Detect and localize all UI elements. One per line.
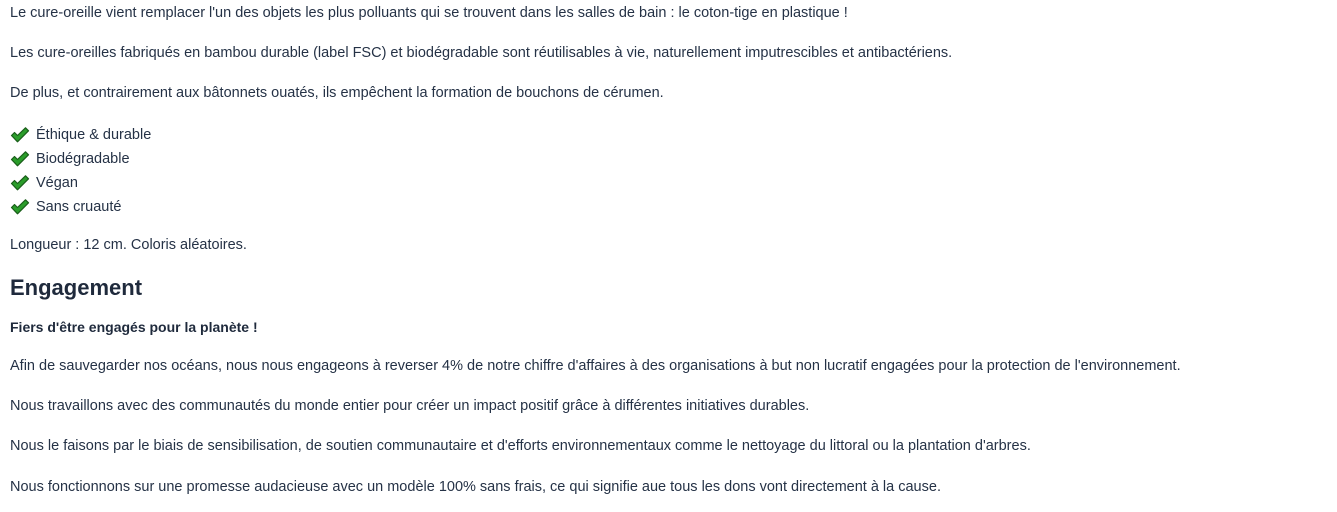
feature-item (10, 123, 151, 147)
feature-list (10, 123, 151, 219)
description-paragraph-1: Le cure-oreille vient remplacer l'un des objets les plus polluants qui se trouvent dans les salles de bain : le coton-tige en plastique ! (10, 5, 848, 21)
check-icon (10, 199, 30, 215)
engagement-paragraph-1: Afin de sauvegarder nos océans, nous nous engageons à reverser 4% de notre chiffre d'affaires à des organisations à but non lucratif engagées pour la protection de l'environnement. (10, 358, 1181, 374)
check-icon (10, 175, 30, 191)
description-paragraph-4: Longueur : 12 cm. Coloris aléatoires. (10, 237, 247, 253)
check-icon (10, 151, 30, 167)
feature-item (10, 195, 151, 219)
engagement-subheading: Fiers d'être engagés pour la planète ! (10, 319, 258, 335)
feature-label: Sans cruauté (36, 199, 122, 215)
engagement-paragraph-3: Nous le faisons par le biais de sensibilisation, de soutien communautaire et d'efforts environnementaux comme le nettoyage du littoral ou la plantation d'arbres. (10, 438, 1031, 454)
description-paragraph-2: Les cure-oreilles fabriqués en bambou durable (label FSC) et biodégradable sont réutilisables à vie, naturellement imputrescibles et antibactériens. (10, 45, 953, 61)
feature-label: Éthique & durable (36, 127, 152, 143)
check-icon (10, 127, 30, 143)
engagement-paragraph-4: Nous fonctionnons sur une promesse audacieuse avec un modèle 100% sans frais, ce qui signifie aue tous les dons vont directement à la cause. (10, 479, 941, 495)
engagement-paragraph-2: Nous travaillons avec des communautés du monde entier pour créer un impact positif grâce à différentes initiatives durables. (10, 398, 810, 414)
feature-label: Biodégradable (36, 151, 130, 167)
engagement-heading: Engagement (10, 275, 143, 300)
feature-label: Végan (36, 175, 78, 191)
feature-item (10, 171, 151, 195)
feature-item (10, 147, 151, 171)
description-paragraph-3: De plus, et contrairement aux bâtonnets ouatés, ils empêchent la formation de bouchons de cérumen. (10, 85, 664, 101)
